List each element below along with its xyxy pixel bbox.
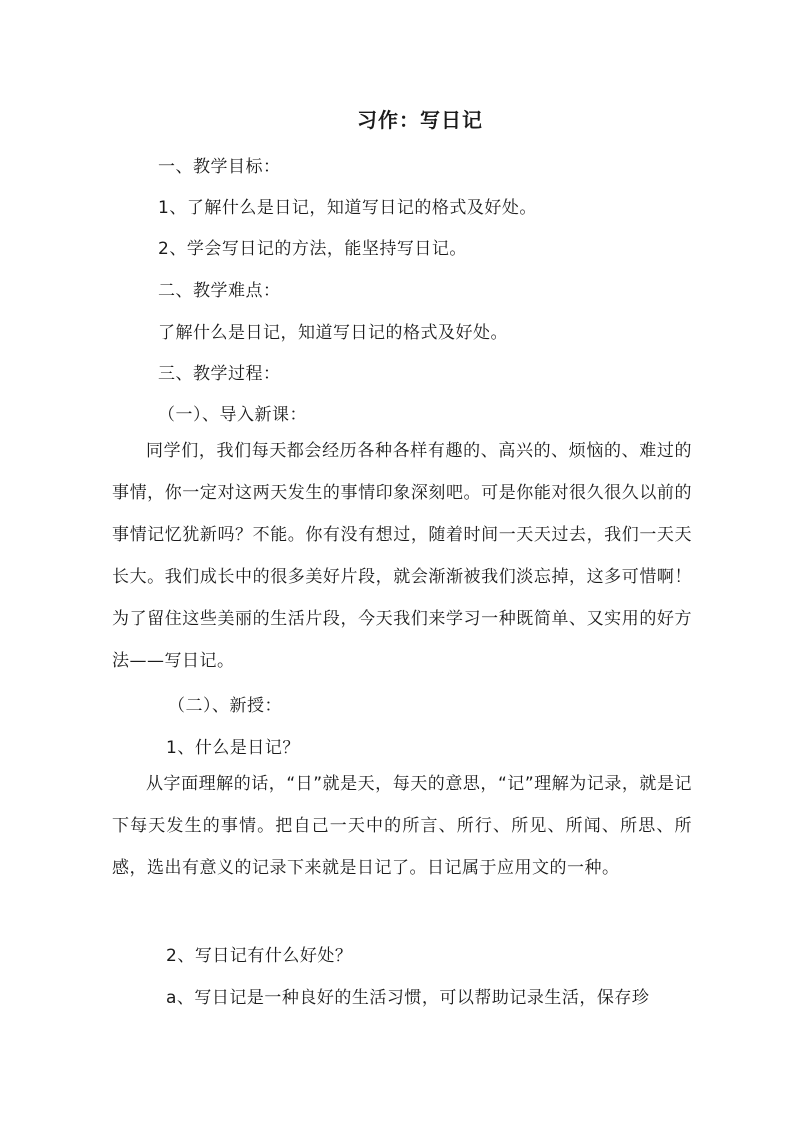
heading-teaching-goals: 一、教学目标： — [158, 157, 281, 177]
question-1: 1、什么是日记？ — [166, 738, 300, 758]
question-1-paragraph: 从字面理解的话，“日”就是天，每天的意思，“记”理解为记录，就是记下每天发生的事情。把自己一天中的所言、所行、所见、所闻、所思、所感，选出有意义的记录下来就是日记了。日记属于应用文的一种。 — [112, 774, 692, 878]
subheading-new-lesson: （二）、新授： — [168, 696, 282, 716]
difficulty-text: 了解什么是日记，知道写日记的格式及好处。 — [158, 323, 508, 343]
goal-item-1: 1、了解什么是日记，知道写日记的格式及好处。 — [158, 198, 537, 218]
intro-paragraph: 同学们，我们每天都会经历各种各样有趣的、高兴的、烦恼的、难过的事情，你一定对这两天发生的事情印象深刻吧。可是你能对很久很久以前的事情记忆犹新吗？不能。你有没有想过，随着时间一天天过去，我们一天天长大。我们成长中的很多美好片段，就会渐渐被我们淡忘掉，这多可惜啊！为了留住这些美丽的生活片段，今天我们来学习一种既简单、又实用的好方法——写日记。 — [112, 441, 692, 671]
goal-item-2: 2、学会写日记的方法，能坚持写日记。 — [158, 239, 467, 259]
subheading-intro: （一）、导入新课： — [158, 405, 307, 425]
question-2: 2、写日记有什么好处？ — [166, 946, 353, 966]
heading-teaching-process: 三、教学过程： — [158, 364, 281, 384]
question-2-item-a: a、写日记是一种良好的生活习惯，可以帮助记录生活，保存珍 — [166, 988, 650, 1008]
document-title: 习作：写日记 — [357, 108, 483, 132]
heading-teaching-difficulty: 二、教学难点： — [158, 281, 281, 301]
